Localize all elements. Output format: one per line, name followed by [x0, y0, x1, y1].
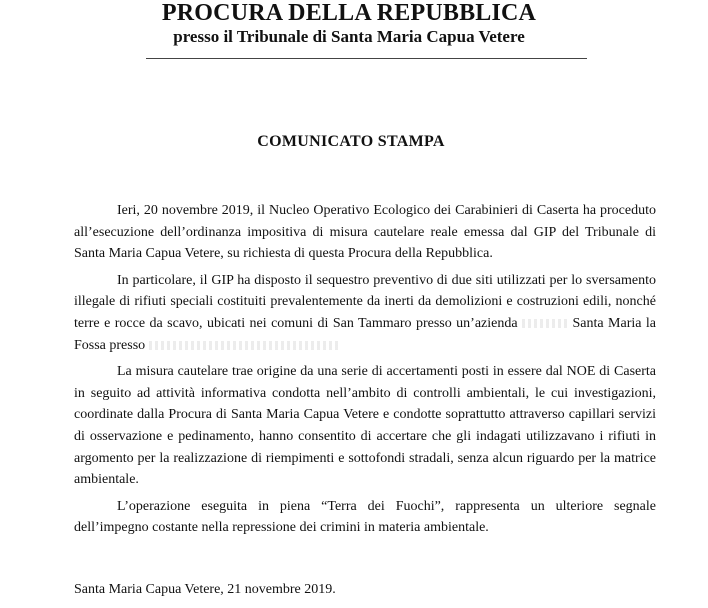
- place-and-date: Santa Maria Capua Vetere, 21 novembre 2019.: [74, 582, 336, 597]
- paragraph-2-part-b: Santa Maria la Fossa presso: [74, 315, 657, 353]
- paragraph-2: [74, 270, 656, 356]
- header-divider: [146, 58, 587, 59]
- paragraph-3: La misura cautelare trae origine da una serie di accertamenti posti in essere dal NOE di Caserta in seguito ad attività informativa condotta nell’ambito di controlli ambientali, le cui investigazioni, coordinate dalla Procura di Santa Maria Capua Vetere e condotte soprattutto attraverso capillari servizi di osservazione e pedinamento, hanno consentito di accertare che gli indagati utilizzavano i rifiuti in argomento per la realizzazione di riempimenti e sottofondi stradali, senza alcun riguardo per la matrice ambientale.: [74, 364, 656, 488]
- press-release-body: [74, 200, 656, 544]
- document-header-subtitle: presso il Tribunale di Santa Maria Capua Vetere: [173, 27, 525, 46]
- paragraph-4: L’operazione eseguita in piena “Terra dei Fuochi”, rappresenta un ulteriore segnale dell’impegno costante nella repressione dei crimini in materia ambientale.: [74, 498, 656, 536]
- redacted-location: [149, 341, 339, 350]
- paragraph-1: Ieri, 20 novembre 2019, il Nucleo Operativo Ecologico dei Carabinieri di Caserta ha proceduto all’esecuzione dell’ordinanza impositiva di misura cautelare reale emessa dal GIP del Tribunale di Santa Maria Capua Vetere, su richiesta di questa Procura della Repubblica.: [74, 203, 656, 262]
- section-title: COMUNICATO STAMPA: [257, 133, 445, 150]
- paragraph-2-part-a: In particolare, il GIP ha disposto il sequestro preventivo di due siti utilizzati per lo sversamento illegale di rifiuti speciali costituiti prevalentemente da inerti da demolizioni e costruzioni edili, nonché terre e rocce da scavo, ubicati nei comuni di San Tammaro presso un’azienda: [74, 272, 656, 331]
- document-header-title: PROCURA DELLA REPUBBLICA: [161, 0, 537, 26]
- redacted-company-name: [522, 319, 568, 328]
